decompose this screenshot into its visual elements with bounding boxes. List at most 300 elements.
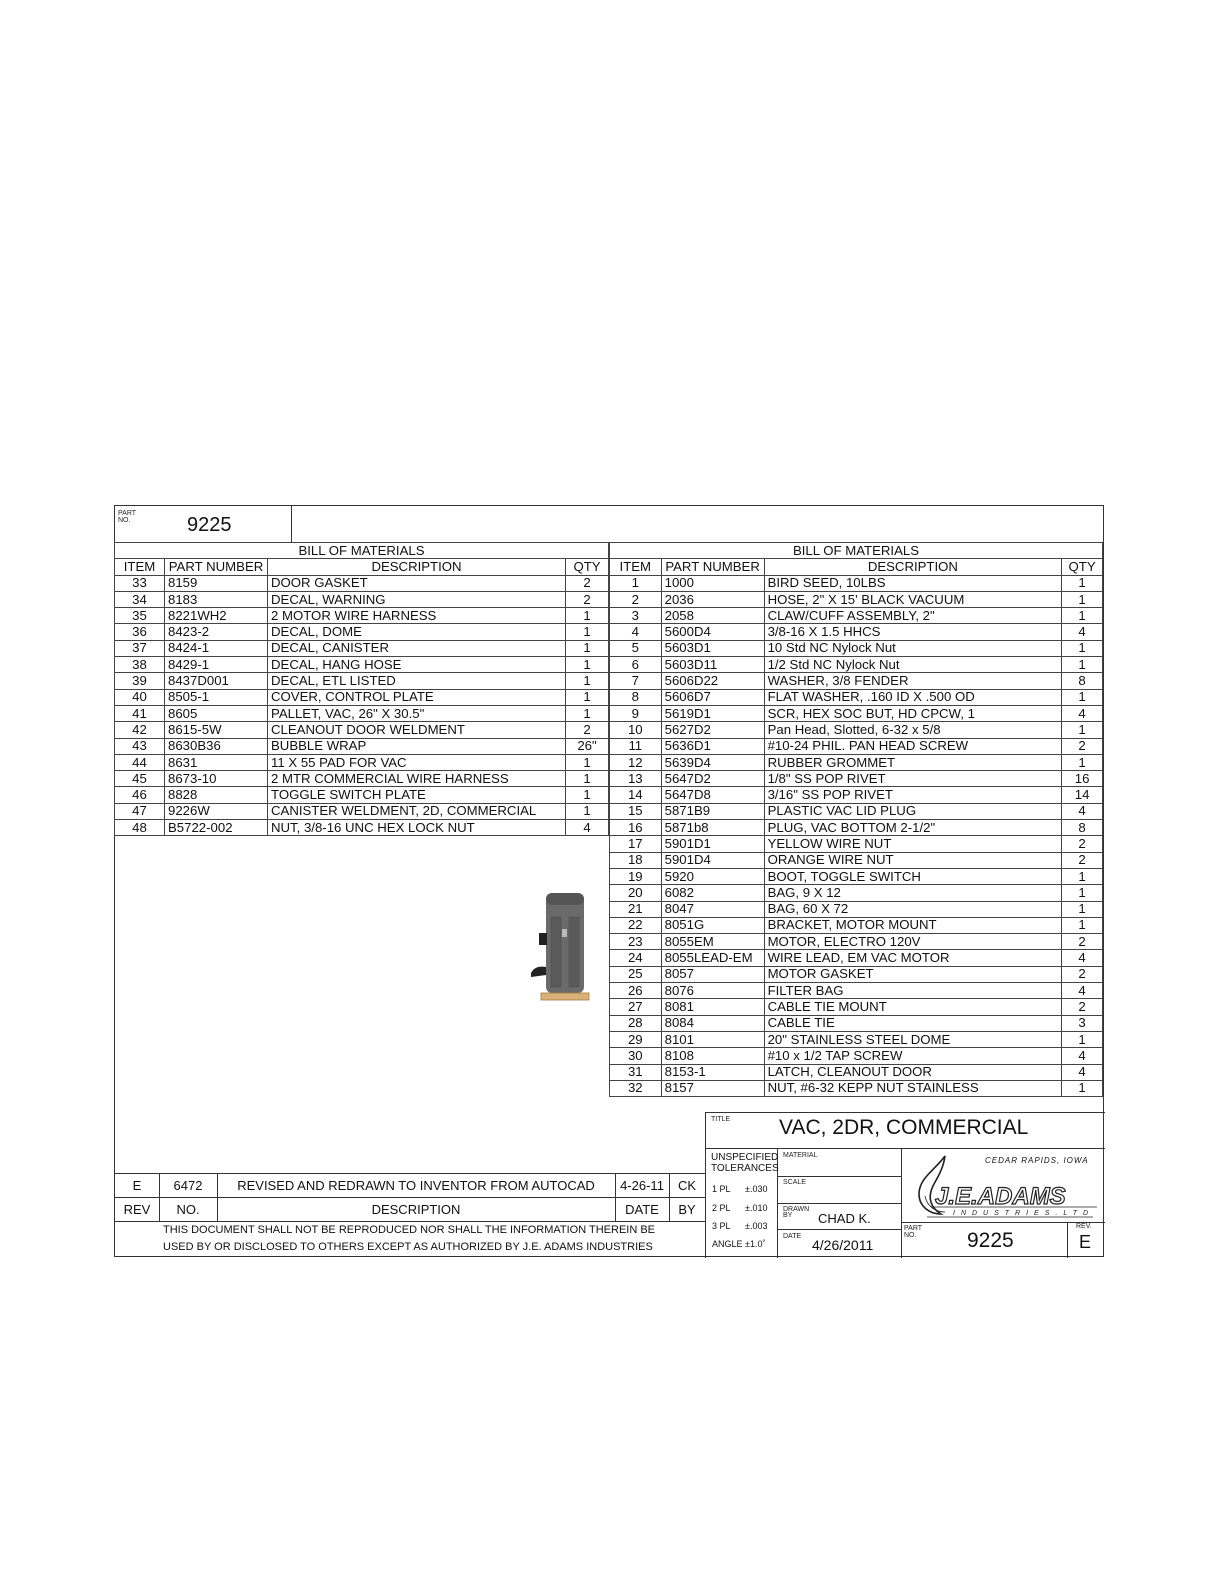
item-cell: 12 <box>610 754 662 770</box>
item-cell: 6 <box>610 657 662 673</box>
item-cell: 44 <box>115 754 165 770</box>
drawn-divider <box>777 1229 901 1230</box>
table-row <box>610 591 1103 607</box>
table-row <box>610 820 1103 836</box>
table-row <box>610 999 1103 1015</box>
description-cell: CLAW/CUFF ASSEMBLY, 2" <box>764 608 1062 624</box>
description-cell: PALLET, VAC, 26" X 30.5" <box>268 705 566 721</box>
table-row <box>610 787 1103 803</box>
qty-cell: 4 <box>1062 1048 1103 1064</box>
part-no-label-2: NO. <box>904 1232 917 1239</box>
part-number-cell: 5647D2 <box>661 771 764 787</box>
description-cell: CABLE TIE <box>764 1015 1062 1031</box>
item-cell: 29 <box>610 1031 662 1047</box>
description-cell: 3/8-16 X 1.5 HHCS <box>764 624 1062 640</box>
item-cell: 9 <box>610 705 662 721</box>
part-number-cell: 8051G <box>661 917 764 933</box>
qty-cell: 1 <box>1062 640 1103 656</box>
table-row <box>115 787 609 803</box>
table-row <box>115 738 609 754</box>
table-row <box>610 836 1103 852</box>
description-cell: DECAL, ETL LISTED <box>268 673 566 689</box>
tol-3pl-value: ±.003 <box>745 1221 768 1231</box>
description-cell: BRACKET, MOTOR MOUNT <box>764 917 1062 933</box>
qty-cell: 1 <box>566 705 609 721</box>
table-row <box>115 705 609 721</box>
tol-2pl-value: ±.010 <box>745 1203 768 1213</box>
table-row <box>610 624 1103 640</box>
qty-cell: 4 <box>1062 705 1103 721</box>
qty-cell: 8 <box>1062 673 1103 689</box>
item-cell: 31 <box>610 1064 662 1080</box>
angle-label: ANGLE <box>712 1239 743 1249</box>
part-number-cell: 5600D4 <box>661 624 764 640</box>
by-header: BY <box>678 1202 696 1217</box>
description-cell: 1/2 Std NC Nylock Nut <box>764 657 1062 673</box>
item-cell: 8 <box>610 689 662 705</box>
item-cell: 24 <box>610 950 662 966</box>
tol-2pl-label: 2 PL <box>712 1203 731 1213</box>
qty-cell: 1 <box>566 754 609 770</box>
qty-cell: 16 <box>1062 771 1103 787</box>
part-number-cell: 5647D8 <box>661 787 764 803</box>
part-number-cell: 2036 <box>661 591 764 607</box>
col-description: DESCRIPTION <box>268 559 566 575</box>
table-row <box>115 608 609 624</box>
part-number-cell: 8157 <box>661 1080 764 1096</box>
table-row <box>610 885 1103 901</box>
part-number-cell: 6082 <box>661 885 764 901</box>
item-cell: 27 <box>610 999 662 1015</box>
description-cell: 1/8" SS POP RIVET <box>764 771 1062 787</box>
description-cell: DECAL, DOME <box>268 624 566 640</box>
description-cell: PLASTIC VAC LID PLUG <box>764 803 1062 819</box>
description-cell: Pan Head, Slotted, 6-32 x 5/8 <box>764 722 1062 738</box>
col-item: ITEM <box>610 559 662 575</box>
col-qty: QTY <box>1062 559 1103 575</box>
qty-cell: 1 <box>1062 917 1103 933</box>
qty-cell: 1 <box>1062 885 1103 901</box>
item-cell: 13 <box>610 771 662 787</box>
table-row <box>610 950 1103 966</box>
qty-cell: 1 <box>566 689 609 705</box>
part-number-cell: 5639D4 <box>661 754 764 770</box>
revision-number: 6472 <box>173 1178 203 1193</box>
part-number-cell: 8081 <box>661 999 764 1015</box>
item-cell: 41 <box>115 705 165 721</box>
item-cell: 15 <box>610 803 662 819</box>
table-row <box>610 575 1103 591</box>
svg-text:INDUSTRIES.LTD: INDUSTRIES.LTD <box>953 1210 1095 1217</box>
table-row <box>610 608 1103 624</box>
qty-cell: 4 <box>1062 803 1103 819</box>
part-number-cell: 8631 <box>165 754 268 770</box>
part-number-cell: 5619D1 <box>661 705 764 721</box>
item-cell: 40 <box>115 689 165 705</box>
qty-cell: 1 <box>1062 722 1103 738</box>
description-cell: ORANGE WIRE NUT <box>764 852 1062 868</box>
table-row <box>610 868 1103 884</box>
item-cell: 14 <box>610 787 662 803</box>
item-cell: 34 <box>115 591 165 607</box>
part-number-cell: 8423-2 <box>165 624 268 640</box>
part-number-cell: 8429-1 <box>165 657 268 673</box>
tol-1pl-value: ±.030 <box>745 1184 768 1194</box>
table-row <box>610 1015 1103 1031</box>
item-cell: 45 <box>115 771 165 787</box>
description-cell: 20" STAINLESS STEEL DOME <box>764 1031 1062 1047</box>
description-cell: DECAL, WARNING <box>268 591 566 607</box>
qty-cell: 1 <box>566 673 609 689</box>
item-cell: 16 <box>610 820 662 836</box>
description-cell: LATCH, CLEANOUT DOOR <box>764 1064 1062 1080</box>
description-cell: FILTER BAG <box>764 983 1062 999</box>
table-row <box>115 591 609 607</box>
qty-cell: 4 <box>1062 1064 1103 1080</box>
description-cell: WASHER, 3/8 FENDER <box>764 673 1062 689</box>
table-row <box>115 624 609 640</box>
qty-cell: 8 <box>1062 820 1103 836</box>
part-number-cell: 8424-1 <box>165 640 268 656</box>
table-row <box>610 1080 1103 1096</box>
description-cell: 10 Std NC Nylock Nut <box>764 640 1062 656</box>
qty-cell: 26" <box>566 738 609 754</box>
part-number-cell: 8057 <box>661 966 764 982</box>
part-number-cell: 5627D2 <box>661 722 764 738</box>
table-row <box>115 771 609 787</box>
qty-cell: 1 <box>566 624 609 640</box>
description-cell: 11 X 55 PAD FOR VAC <box>268 754 566 770</box>
tol-1pl-label: 1 PL <box>712 1184 731 1194</box>
description-cell: SCR, HEX SOC BUT, HD CPCW, 1 <box>764 705 1062 721</box>
part-label: PART <box>118 510 137 517</box>
angle-value: ±1.0˚ <box>745 1239 766 1249</box>
item-cell: 38 <box>115 657 165 673</box>
part-number-cell: 5606D22 <box>661 673 764 689</box>
qty-cell: 1 <box>566 657 609 673</box>
revision-bottom-line <box>115 1221 705 1222</box>
bom-title: BILL OF MATERIALS <box>115 543 609 559</box>
description-cell: BUBBLE WRAP <box>268 738 566 754</box>
qty-cell: 2 <box>566 722 609 738</box>
item-cell: 28 <box>610 1015 662 1031</box>
description-cell: NUT, 3/8-16 UNC HEX LOCK NUT <box>268 820 566 836</box>
description-cell: CABLE TIE MOUNT <box>764 999 1062 1015</box>
vacuum-canister-illustration <box>529 889 595 1003</box>
title-rev: E <box>1079 1232 1092 1252</box>
part-number-cell: 5871b8 <box>661 820 764 836</box>
item-cell: 46 <box>115 787 165 803</box>
qty-cell: 1 <box>1062 591 1103 607</box>
revision-date: 4-26-11 <box>620 1178 664 1193</box>
drawing-date: 4/26/2011 <box>812 1237 874 1253</box>
table-row <box>610 803 1103 819</box>
logo-divider <box>901 1148 902 1258</box>
description-cell: WIRE LEAD, EM VAC MOTOR <box>764 950 1062 966</box>
description-cell: BIRD SEED, 10LBS <box>764 575 1062 591</box>
part-number-cell: 8084 <box>661 1015 764 1031</box>
table-row <box>610 917 1103 933</box>
description-cell: MOTOR GASKET <box>764 966 1062 982</box>
col-qty: QTY <box>566 559 609 575</box>
item-cell: 21 <box>610 901 662 917</box>
revision-top-line <box>115 1173 705 1174</box>
bom-title: BILL OF MATERIALS <box>610 543 1103 559</box>
rev-label: REV. <box>1076 1223 1092 1230</box>
notice-line-1: THIS DOCUMENT SHALL NOT BE REPRODUCED NOR SHALL THE INFORMATION THEREIN BE <box>163 1224 656 1236</box>
item-cell: 48 <box>115 820 165 836</box>
table-row <box>610 901 1103 917</box>
item-cell: 7 <box>610 673 662 689</box>
no-header: NO. <box>176 1202 200 1217</box>
description-cell: PLUG, VAC BOTTOM 2-1/2" <box>764 820 1062 836</box>
item-cell: 36 <box>115 624 165 640</box>
description-cell: COVER, CONTROL PLATE <box>268 689 566 705</box>
description-cell: TOGGLE SWITCH PLATE <box>268 787 566 803</box>
material-label: MATERIAL <box>783 1152 818 1159</box>
table-row <box>610 754 1103 770</box>
item-cell: 43 <box>115 738 165 754</box>
item-cell: 5 <box>610 640 662 656</box>
part-number-cell: 8605 <box>165 705 268 721</box>
location: CEDAR RAPIDS, IOWA <box>985 1156 1089 1165</box>
part-number-cell: 8076 <box>661 983 764 999</box>
item-cell: 26 <box>610 983 662 999</box>
qty-cell: 1 <box>1062 901 1103 917</box>
qty-cell: 1 <box>1062 868 1103 884</box>
part-no-label-1: PART <box>904 1225 923 1232</box>
drawn-by-label-2: BY <box>783 1212 793 1219</box>
drawn-by: CHAD K. <box>818 1211 871 1226</box>
revision-letter: E <box>132 1178 142 1193</box>
table-row <box>610 722 1103 738</box>
title-block-top-line <box>705 1112 1105 1113</box>
table-row <box>115 689 609 705</box>
item-cell: 35 <box>115 608 165 624</box>
description-cell: FLAT WASHER, .160 ID X .500 OD <box>764 689 1062 705</box>
table-row <box>610 1031 1103 1047</box>
description-cell: MOTOR, ELECTRO 120V <box>764 934 1062 950</box>
description-cell: DECAL, CANISTER <box>268 640 566 656</box>
item-cell: 3 <box>610 608 662 624</box>
part-number-cell: 5606D7 <box>661 689 764 705</box>
description-cell: #10-24 PHIL. PAN HEAD SCREW <box>764 738 1062 754</box>
qty-cell: 1 <box>1062 1031 1103 1047</box>
part-number-cell: 5603D1 <box>661 640 764 656</box>
description-cell: CLEANOUT DOOR WELDMENT <box>268 722 566 738</box>
date-header: DATE <box>625 1202 659 1217</box>
table-row <box>610 1048 1103 1064</box>
date-label: DATE <box>783 1233 802 1240</box>
part-number-cell: 8055EM <box>661 934 764 950</box>
bom-left-rows <box>115 575 609 836</box>
qty-cell: 2 <box>1062 738 1103 754</box>
qty-cell: 2 <box>1062 836 1103 852</box>
table-row <box>115 575 609 591</box>
table-row <box>610 689 1103 705</box>
item-cell: 25 <box>610 966 662 982</box>
part-number-cell: 8221WH2 <box>165 608 268 624</box>
scale-divider <box>777 1203 901 1204</box>
qty-cell: 2 <box>1062 966 1103 982</box>
table-row <box>115 803 609 819</box>
title-label: TITLE <box>711 1116 731 1123</box>
description-cell: DOOR GASKET <box>268 575 566 591</box>
item-cell: 30 <box>610 1048 662 1064</box>
part-number-cell: 5901D1 <box>661 836 764 852</box>
qty-cell: 1 <box>1062 608 1103 624</box>
part-number-cell: 5920 <box>661 868 764 884</box>
description-cell: BOOT, TOGGLE SWITCH <box>764 868 1062 884</box>
item-cell: 47 <box>115 803 165 819</box>
qty-cell: 2 <box>1062 852 1103 868</box>
table-row <box>610 705 1103 721</box>
part-number-cell: 8437D001 <box>165 673 268 689</box>
item-cell: 20 <box>610 885 662 901</box>
table-row <box>610 983 1103 999</box>
table-row <box>115 673 609 689</box>
part-number-cell: 5636D1 <box>661 738 764 754</box>
part-number-cell: 5603D11 <box>661 657 764 673</box>
qty-cell: 14 <box>1062 787 1103 803</box>
table-row <box>610 673 1103 689</box>
item-cell: 39 <box>115 673 165 689</box>
qty-cell: 1 <box>566 803 609 819</box>
qty-cell: 4 <box>1062 950 1103 966</box>
part-number-cell: 8673-10 <box>165 771 268 787</box>
revision-by: CK <box>677 1178 697 1193</box>
bom-right-rows <box>610 575 1103 1097</box>
table-row <box>610 1064 1103 1080</box>
qty-cell: 1 <box>1062 1080 1103 1096</box>
title-part-number: 9225 <box>967 1229 1014 1252</box>
tolerances-label-1: UNSPECIFIED <box>711 1152 779 1163</box>
rev-divider <box>1067 1222 1068 1258</box>
item-cell: 19 <box>610 868 662 884</box>
part-number-cell: 8101 <box>661 1031 764 1047</box>
part-number-cell: 8055LEAD-EM <box>661 950 764 966</box>
bom-table-left <box>114 542 609 836</box>
notice-line-2: USED BY OR DISCLOSED TO OTHERS EXCEPT AS AUTHORIZED BY J.E. ADAMS INDUSTRIES <box>163 1241 653 1253</box>
title-block-left-line <box>705 1112 706 1258</box>
qty-cell: 1 <box>566 640 609 656</box>
table-row <box>115 820 609 836</box>
drawing-sheet <box>114 505 1104 1257</box>
part-number-cell: 1000 <box>661 575 764 591</box>
qty-cell: 1 <box>1062 754 1103 770</box>
part-number-cell: 8183 <box>165 591 268 607</box>
description-cell: 3/16" SS POP RIVET <box>764 787 1062 803</box>
col-part-number: PART NUMBER <box>165 559 268 575</box>
part-number-box <box>115 506 292 543</box>
table-row <box>115 657 609 673</box>
material-divider <box>777 1176 901 1177</box>
table-row <box>610 738 1103 754</box>
table-row <box>610 852 1103 868</box>
description-cell: BAG, 9 X 12 <box>764 885 1062 901</box>
description-cell: #10 x 1/2 TAP SCREW <box>764 1048 1062 1064</box>
qty-cell: 1 <box>566 787 609 803</box>
item-cell: 18 <box>610 852 662 868</box>
table-row <box>610 966 1103 982</box>
qty-cell: 1 <box>1062 689 1103 705</box>
qty-cell: 2 <box>1062 934 1103 950</box>
qty-cell: 3 <box>1062 1015 1103 1031</box>
part-number-cell: 9226W <box>165 803 268 819</box>
item-cell: 33 <box>115 575 165 591</box>
col-item: ITEM <box>115 559 165 575</box>
item-cell: 2 <box>610 591 662 607</box>
item-cell: 22 <box>610 917 662 933</box>
item-cell: 4 <box>610 624 662 640</box>
bom-table-right <box>609 542 1103 1097</box>
table-row <box>610 771 1103 787</box>
item-cell: 32 <box>610 1080 662 1096</box>
table-row <box>115 754 609 770</box>
description-cell: RUBBER GROMMET <box>764 754 1062 770</box>
qty-cell: 1 <box>566 608 609 624</box>
qty-cell: 4 <box>1062 983 1103 999</box>
je-adams-logo-icon <box>905 1152 1101 1218</box>
title-divider <box>705 1148 1105 1149</box>
qty-cell: 2 <box>1062 999 1103 1015</box>
item-cell: 17 <box>610 836 662 852</box>
qty-cell: 1 <box>1062 657 1103 673</box>
part-number-cell: 8505-1 <box>165 689 268 705</box>
part-number-cell: 8828 <box>165 787 268 803</box>
description-cell: NUT, #6-32 KEPP NUT STAINLESS <box>764 1080 1062 1096</box>
col-description: DESCRIPTION <box>764 559 1062 575</box>
item-cell: 23 <box>610 934 662 950</box>
description-cell: CANISTER WELDMENT, 2D, COMMERCIAL <box>268 803 566 819</box>
qty-cell: 2 <box>566 591 609 607</box>
qty-cell: 4 <box>1062 624 1103 640</box>
rev-header: REV <box>123 1202 151 1217</box>
item-cell: 11 <box>610 738 662 754</box>
item-cell: 42 <box>115 722 165 738</box>
part-number-cell: 5901D4 <box>661 852 764 868</box>
drawing-title: VAC, 2DR, COMMERCIAL <box>779 1116 1029 1139</box>
part-number: 9225 <box>187 514 232 536</box>
tol-3pl-label: 3 PL <box>712 1221 731 1231</box>
part-number-cell: 8153-1 <box>661 1064 764 1080</box>
part-number-cell: B5722-002 <box>165 820 268 836</box>
scale-label: SCALE <box>783 1179 806 1186</box>
table-row <box>115 640 609 656</box>
part-number-cell: 8047 <box>661 901 764 917</box>
qty-cell: 1 <box>566 771 609 787</box>
col-part-number: PART NUMBER <box>661 559 764 575</box>
description-header: DESCRIPTION <box>371 1202 461 1217</box>
qty-cell: 1 <box>1062 575 1103 591</box>
qty-cell: 2 <box>566 575 609 591</box>
part-number-cell: 2058 <box>661 608 764 624</box>
table-row <box>610 640 1103 656</box>
item-cell: 10 <box>610 722 662 738</box>
item-cell: 1 <box>610 575 662 591</box>
description-cell: DECAL, HANG HOSE <box>268 657 566 673</box>
qty-cell: 4 <box>566 820 609 836</box>
svg-text:J.E.ADAMS: J.E.ADAMS <box>935 1183 1066 1210</box>
table-row <box>115 722 609 738</box>
item-cell: 37 <box>115 640 165 656</box>
part-number-cell: 8108 <box>661 1048 764 1064</box>
description-cell: HOSE, 2" X 15' BLACK VACUUM <box>764 591 1062 607</box>
part-number-cell: 8615-5W <box>165 722 268 738</box>
revision-description: REVISED AND REDRAWN TO INVENTOR FROM AUTOCAD <box>237 1178 595 1193</box>
revision-mid-line <box>115 1197 705 1198</box>
part-number-cell: 5871B9 <box>661 803 764 819</box>
